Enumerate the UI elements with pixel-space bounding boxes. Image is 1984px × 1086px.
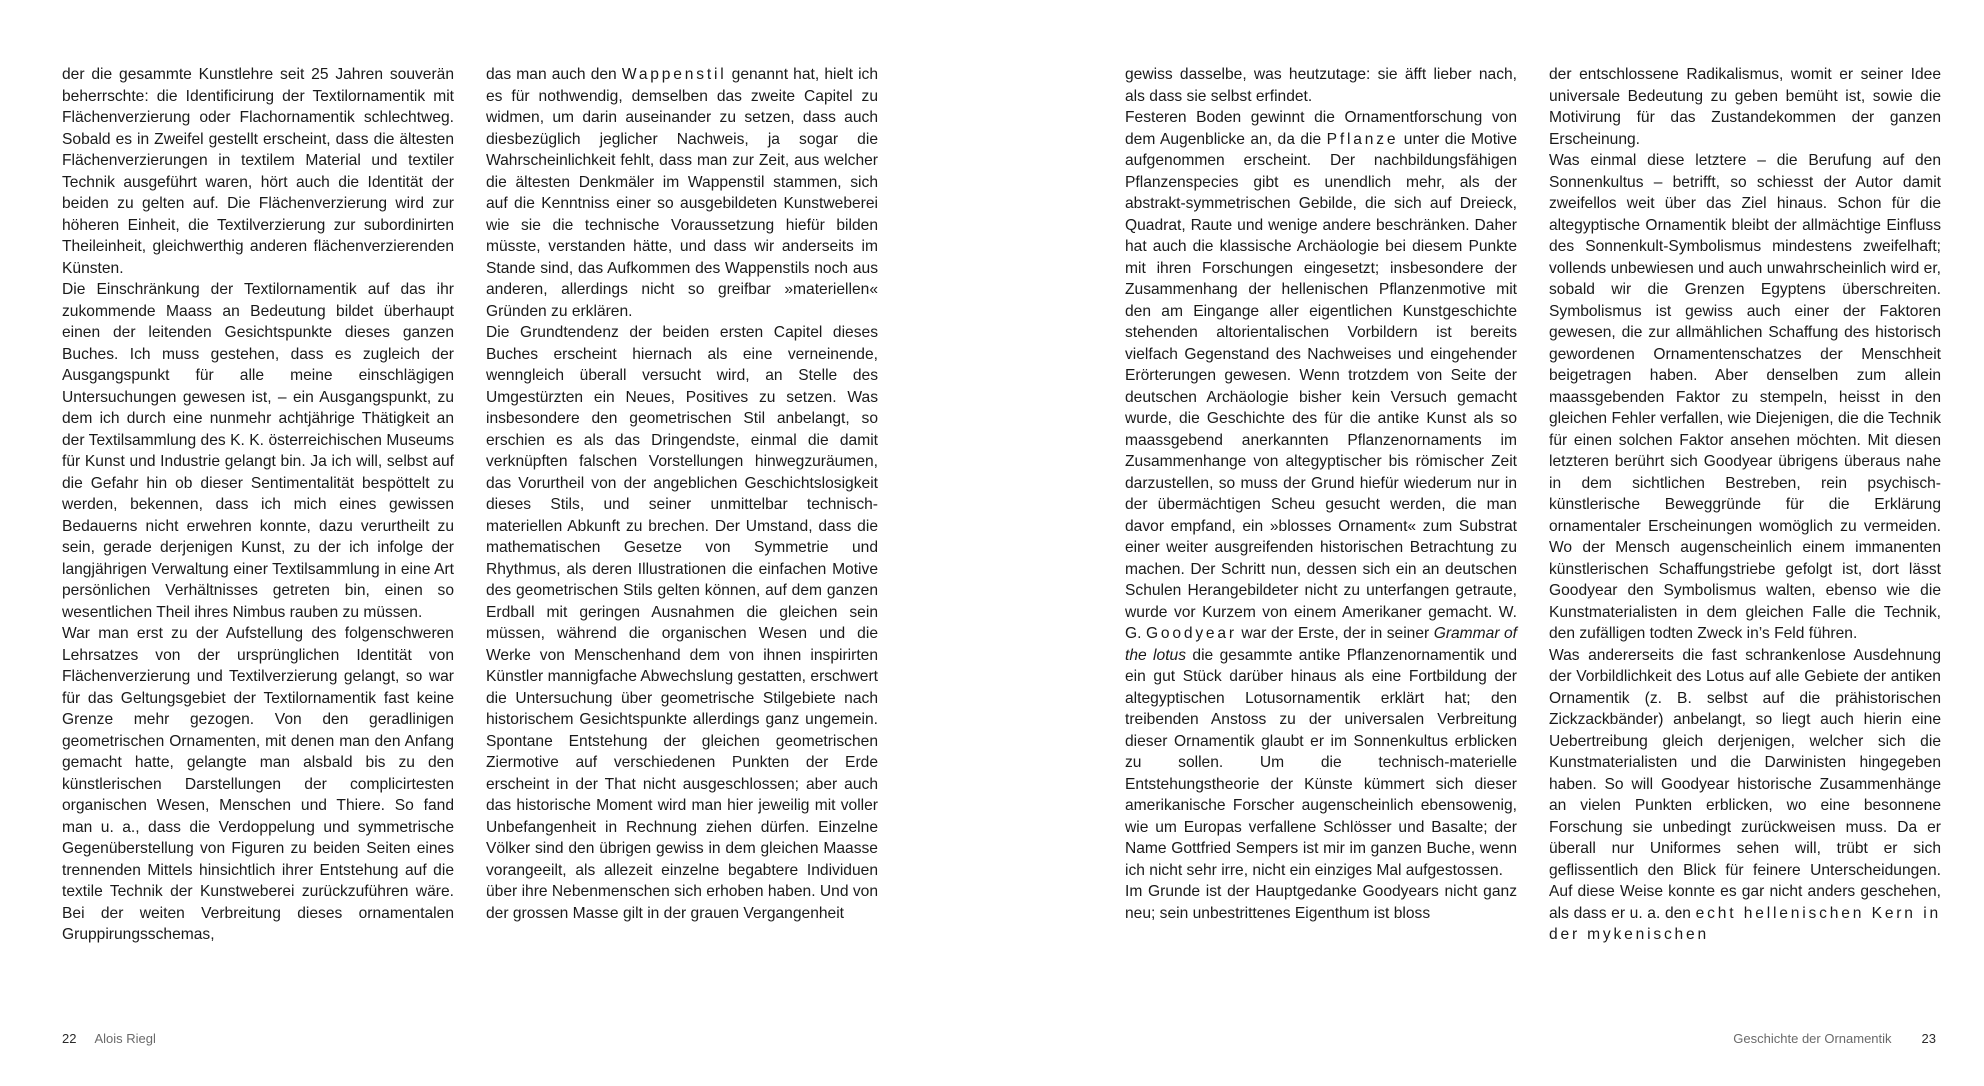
text-run: die gesammte antike Pflanzenornamentik und ein gut Stück darüber hinaus als eine Fortbildung der altegyptischen Lotusornamentik erklärt hat; den treibenden Anstoss zu der universalen Verbreitung dieser Ornamentik glaubt er im Sonnenkultus erblicken zu sollen. Um die technisch-materielle Entstehungstheorie der Künste kümmert sich dieser amerikanische Forscher augenscheinlich ebensowenig, wie um Europas verfallene Schlösser und Basalte; der Name Gottfried Sempers ist mir im ganzen Buche, wenn ich nicht sehr irre, nicht ein einziges Mal aufgestossen. <box>1125 646 1517 879</box>
paragraph: War man erst zu der Aufstellung des folgenschweren Lehrsatzes von der ursprünglichen Identität von Flächenverzierung und Textilverzierung gelangt, so war für das Geltungsgebiet der Textilornamentik fast keine Grenze mehr gezogen. Von den geradlinigen geometrischen Ornamenten, mit denen man den Anfang gemacht hatte, gelangte man alsbald bis zu den künstlerischen Darstellungen der complicirtesten organischen Wesen, Menschen und Thiere. So fand man u. a., dass die Verdoppelung und symmetrische Gegenüberstellung von Figuren zu beiden Seiten eines trennenden Mittels hinsichtlich ihrer Entstehung auf die textile Technik der Kunstweberei zurückzuführen wäre. Bei der weiten Verbreitung dieses ornamentalen Gruppirungsschemas, <box>62 625 454 943</box>
text-run: Was andererseits die fast schrankenlose Ausdehnung der Vorbildlichkeit des Lotus auf alle Gebiete der antiken Ornamentik (z. B. selbst auf die prähistorischen Zickzackbänder) anbelangt, so liegt auch hierin eine Uebertreibung gleich derjenigen, welcher sich die Kunstmaterialisten und die Darwinisten hingegeben haben. So will Goodyear historische Zusammenhänge an vielen Punkten erblicken, wo eine besonnene Forschung sie unbedingt zurückweisen muss. Da er überall nur Uniformes sehen will, trübt er sich geflissentlich den Blick für feinere Unterscheidungen. Auf diese Weise konnte es gar nicht anders geschehen, als dass er u. a. den <box>1549 646 1941 922</box>
text-run: war der Erste, der in seiner <box>1236 625 1434 642</box>
paragraph <box>486 64 878 322</box>
running-head: Alois Riegl <box>94 1031 156 1046</box>
spaced-term: Pflanze <box>1326 130 1399 148</box>
book-title: Grammar of the lotus <box>1125 625 1517 664</box>
text-run: unter die Motive aufgenommen erscheint. Der nachbildungsfähigen Pflanzenspecies gibt es unendlich mehr, als der abstrakt-symmetrischen Gebilde, die sich auf Dreieck, Quadrat, Raute und wenige andere beschränken. Daher hat auch die klassische Archäologie bei diesem Punkte mit ihren Forschungen eingesetzt; insbesondere der Zusammenhang der hellenischen Pflanzenmotive mit den am Eingange aller eigentlichen Kunstgeschichte stehenden altorientalischen Vorbildern ist bereits vielfach Gegenstand des Nachweises und eingehender Erörterungen gewesen. Wenn trotzdem von Seite der deutschen Archäologie bisher kein Versuch gemacht wurde, die Geschichte des für die antike Kunst als so maassgebend anerkannten Pflanzenornaments im Zusammenhange von altegyptischer bis römischer Zeit darzustellen, so muss der Grund hiefür wiederum nur in der übermächtigen Scheu gesucht werden, die man davor empfand, ein »blosses Ornament« zum Substrat einer weiter ausgreifenden historischen Betrachtung zu machen. Der Schritt nun, dessen sich ein an deutschen Schulen Herangebildeter nicht zu unterfangen getraute, wurde vor Kurzem von einem Amerikaner gemacht. W. G. <box>1125 130 1517 642</box>
spaced-term: echt hellenischen Kern in der mykenischen <box>1549 904 1941 943</box>
left-column-1 <box>62 64 454 946</box>
paragraph <box>1549 645 1941 946</box>
text-run: das man auch den <box>486 66 622 83</box>
paragraph: Was einmal diese letztere – die Berufung auf den Sonnenkultus – betrifft, so schiesst der Autor damit zweifellos weit über das Ziel hinaus. Schon für die altegyptische Ornamentik bleibt der allmächtige Einfluss des Sonnenkult-Symbolismus mindestens zweifelhaft; vollends unbewiesen und auch unwahrscheinlich wird er, sobald wir die Grenzen Egyptens überschreiten. Symbolismus ist gewiss auch einer der Faktoren gewesen, die zur allmählichen Schaffung des historisch gewordenen Ornamentenschatzes der Menschheit beigetragen haben. Aber denselben zum allein maassgebenden Faktor zu stempeln, heisst in den gleichen Fehler verfallen, wie Diejenigen, die die Technik für einen solchen Faktor ansehen möchten. Mit diesen letzteren berührt sich Goodyear übrigens überaus nahe in dem sichtlichen Bestreben, rein psychisch-künstlerische Beweggründe für die Erklärung ornamentaler Erscheinungen womöglich zu vermeiden. Wo der Mensch augenscheinlich einem immanenten künstlerischen Schaffungstriebe gefolgt ist, dort lässt Goodyear den Symbolismus walten, ebenso wie die Kunstmaterialisten in dem gleichen Falle die Technik, den zufälligen todten Zweck in’s Feld führen. <box>1549 152 1941 642</box>
page-number: 22 <box>62 1031 77 1046</box>
paragraph: der die gesammte Kunstlehre seit 25 Jahren souverän beherrschte: die Identificirung der Textilornamentik mit Flächenverzierung oder Flachornamentik schlechtweg. Sobald es in Zweifel gestellt erscheint, dass die ältesten Flächenverzierungen in textilem Material und textiler Technik ausgeführt waren, hört auch die Identität der beiden zu gelten auf. Die Flächenverzierung wird zur höheren Einheit, die Textilverzierung zur subordinirten Theileinheit, gleichwerthig anderen flächenverzierenden Künsten. <box>62 66 454 277</box>
spaced-term: Goodyear <box>1145 625 1237 642</box>
right-page-footer <box>1733 1031 1936 1046</box>
paragraph: der entschlossene Radikalismus, womit er seiner Idee universale Bedeutung zu geben bemüht ist, sowie die Motivirung für das Zustandekommen der ganzen Erscheinung. <box>1549 66 1941 148</box>
text-run: Festeren Boden gewinnt die Ornamentforschung von dem Augenblicke an, da die <box>1125 109 1517 148</box>
paragraph: Im Grunde ist der Hauptgedanke Goodyears nicht ganz neu; sein unbestrittenes Eigenthum ist bloss <box>1125 883 1517 922</box>
running-head: Geschichte der Ornamentik <box>1733 1031 1892 1046</box>
left-page-footer <box>62 1031 156 1046</box>
paragraph: gewiss dasselbe, was heutzutage: sie äfft lieber nach, als dass sie selbst erfindet. <box>1125 66 1517 105</box>
paragraph <box>1125 107 1517 881</box>
paragraph: Die Grundtendenz der beiden ersten Capitel dieses Buches erscheint hiernach als eine verneinende, wenngleich überall versucht wird, an Stelle des Umgestürzten ein Neues, Positives zu setzen. Was insbesondere den geometrischen Stil anbelangt, so erschien es als das Dringendste, einmal die damit verknüpften falschen Vorstellungen hinwegzuräumen, das Vorurtheil von der angeblichen Geschichtslosigkeit dieses Stils, und seiner unmittelbar technisch-materiellen Abkunft zu brechen. Der Umstand, dass die mathematischen Gesetze von Symmetrie und Rhythmus, als deren Illustrationen die einfachen Motive des geometrischen Stils gelten können, auf dem ganzen Erdball mit geringen Ausnahmen die gleichen sein müssen, während die organischen Wesen und die Werke von Menschenhand dem von ihnen inspirirten Künstler mannigfache Abwechslung gestatten, erschwert die Untersuchung über geometrische Stilgebiete nach historischem Gesichtspunkte allerdings ganz ungemein. Spontane Entstehung der gleichen geometrischen Ziermotive auf verschiedenen Punkten der Erde erscheint in der That nicht ausgeschlossen; aber auch das historische Moment wird man hier jeweilig mit voller Unbefangenheit in Rechnung ziehen dürfen. Einzelne Völker sind den übrigen gewiss in dem gleichen Maasse vorangeeilt, als allezeit einzelne begabtere Individuen über ihre Nebenmenschen sich erhoben haben. Und von der grossen Masse gilt in der grauen Vergangenheit <box>486 324 878 922</box>
right-column-1 <box>1125 64 1517 924</box>
text-run: genannt hat, hielt ich es für nothwendig, demselben das zweite Capitel zu widmen, um darin auseinander zu setzen, dass auch diesbezüglich jeglicher Nachweis, ja sogar die Wahrscheinlichkeit fehlt, dass man zur Zeit, aus welcher die ältesten Denkmäler im Wappenstil stammen, sich auf die Kenntniss einer so ausgebildeten Kunstweberei wie sie die technische Voraussetzung hiefür bilden müsste, verstanden hätte, und dass wir anderseits im Stande sind, das Aufkommen des Wappenstils noch aus anderen, allerdings nicht so greifbar »materiellen« Gründen zu erklären. <box>486 66 878 320</box>
paragraph: Die Einschränkung der Textilornamentik auf das ihr zukommende Maass an Bedeutung bildet überhaupt einen der leitenden Gesichtspunkte dieses ganzen Buches. Ich muss gestehen, dass es zugleich der Ausgangspunkt für alle meine einschlägigen Untersuchungen gewesen ist, – ein Ausgangspunkt, zu dem ich durch eine nunmehr achtjährige Thätigkeit an der Textilsammlung des K. K. österreichischen Museums für Kunst und Industrie gelangt bin. Ja ich will, selbst auf die Gefahr hin ob dieser Sentimentalität bespöttelt zu werden, bekennen, dass ich mich eines gewissen Bedauerns nicht erwehren konnte, dazu verurtheilt zu sein, gerade derjenigen Kunst, zu der ich infolge der langjährigen Verwaltung einer Textilsammlung in eine Art persönlichen Verhältnisses getreten bin, einen so wesentlichen Theil ihres Nimbus rauben zu müssen. <box>62 281 454 621</box>
spaced-term: Wappenstil <box>621 66 727 83</box>
left-column-2 <box>486 64 878 924</box>
page-number: 23 <box>1921 1031 1936 1046</box>
right-column-2 <box>1549 64 1941 946</box>
